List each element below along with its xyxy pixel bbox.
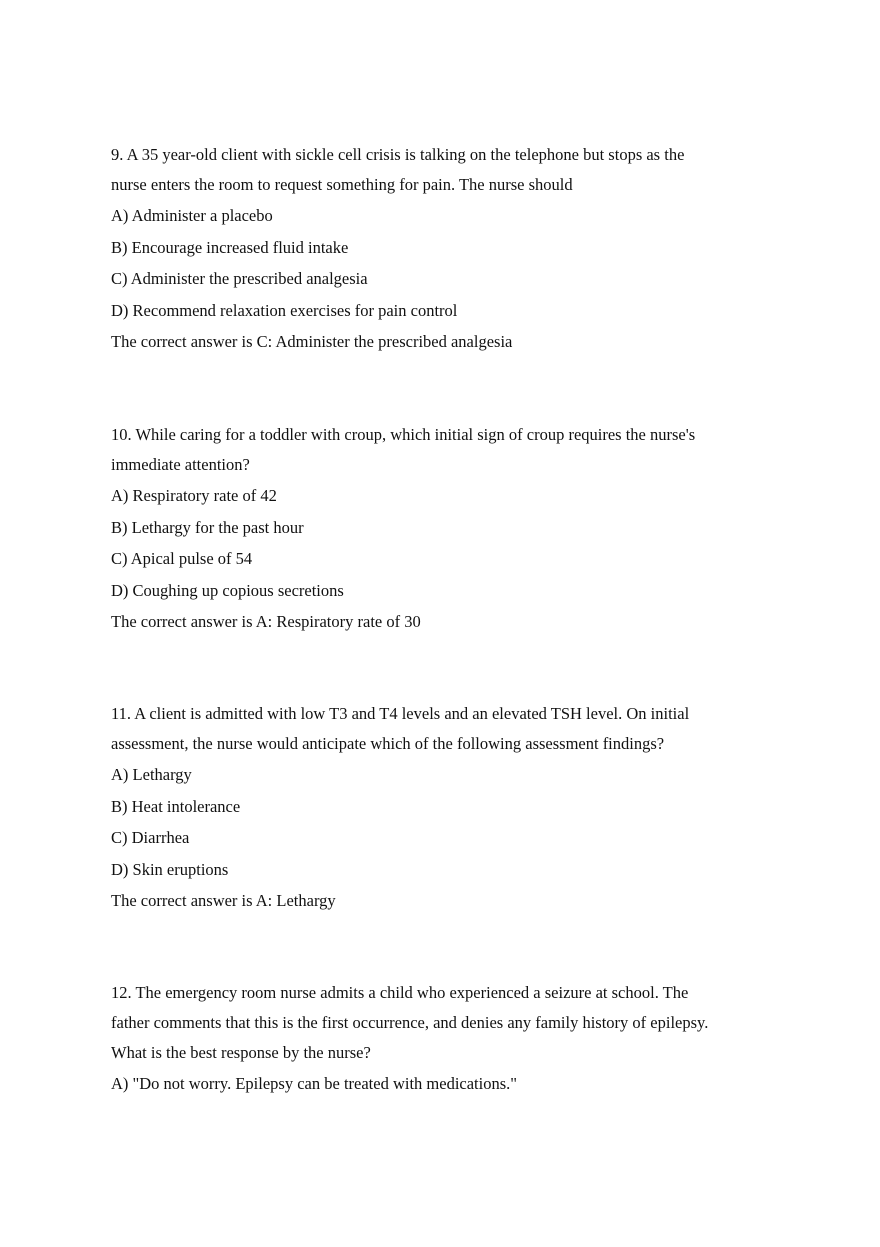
question-10 — [111, 420, 761, 638]
question-stem — [111, 420, 761, 480]
stem-line: assessment, the nurse would anticipate which of the following assessment findings? — [111, 734, 665, 753]
stem-line: father comments that this is the first occurrence, and denies any family history of epilepsy. — [111, 1013, 709, 1032]
question-stem — [111, 978, 761, 1068]
stem-line: 9. A 35 year-old client with sickle cell crisis is talking on the telephone but stops as the — [111, 145, 685, 164]
question-12 — [111, 978, 761, 1100]
correct-answer: The correct answer is A: Respiratory rate of 30 — [111, 612, 421, 631]
stem-line: What is the best response by the nurse? — [111, 1043, 371, 1062]
stem-line: immediate attention? — [111, 455, 250, 474]
option-a: A) Lethargy — [111, 765, 192, 784]
question-stem — [111, 699, 761, 759]
option-a: A) Respiratory rate of 42 — [111, 486, 277, 505]
option-d: D) Coughing up copious secretions — [111, 580, 344, 600]
correct-answer: The correct answer is C: Administer the prescribed analgesia — [111, 332, 513, 351]
stem-line: 11. A client is admitted with low T3 and T4 levels and an elevated TSH level. On initial — [111, 704, 690, 723]
option-b: B) Heat intolerance — [111, 796, 241, 816]
question-9 — [111, 140, 761, 358]
question-11 — [111, 699, 761, 917]
option-b: B) Lethargy for the past hour — [111, 517, 304, 537]
option-b: B) Encourage increased fluid intake — [111, 237, 349, 257]
stem-line: 10. While caring for a toddler with croup, which initial sign of croup requires the nurse's — [111, 425, 696, 444]
correct-answer: The correct answer is A: Lethargy — [111, 891, 336, 910]
stem-line: nurse enters the room to request something for pain. The nurse should — [111, 175, 573, 194]
option-a: A) Administer a placebo — [111, 206, 273, 225]
stem-line: 12. The emergency room nurse admits a child who experienced a seizure at school. The — [111, 983, 689, 1002]
option-c: C) Apical pulse of 54 — [111, 549, 253, 568]
option-c: C) Diarrhea — [111, 828, 190, 847]
option-a: A) "Do not worry. Epilepsy can be treated with medications." — [111, 1074, 517, 1093]
option-d: D) Recommend relaxation exercises for pain control — [111, 300, 458, 320]
option-d: D) Skin eruptions — [111, 859, 229, 879]
option-c: C) Administer the prescribed analgesia — [111, 269, 368, 288]
question-stem — [111, 140, 761, 200]
